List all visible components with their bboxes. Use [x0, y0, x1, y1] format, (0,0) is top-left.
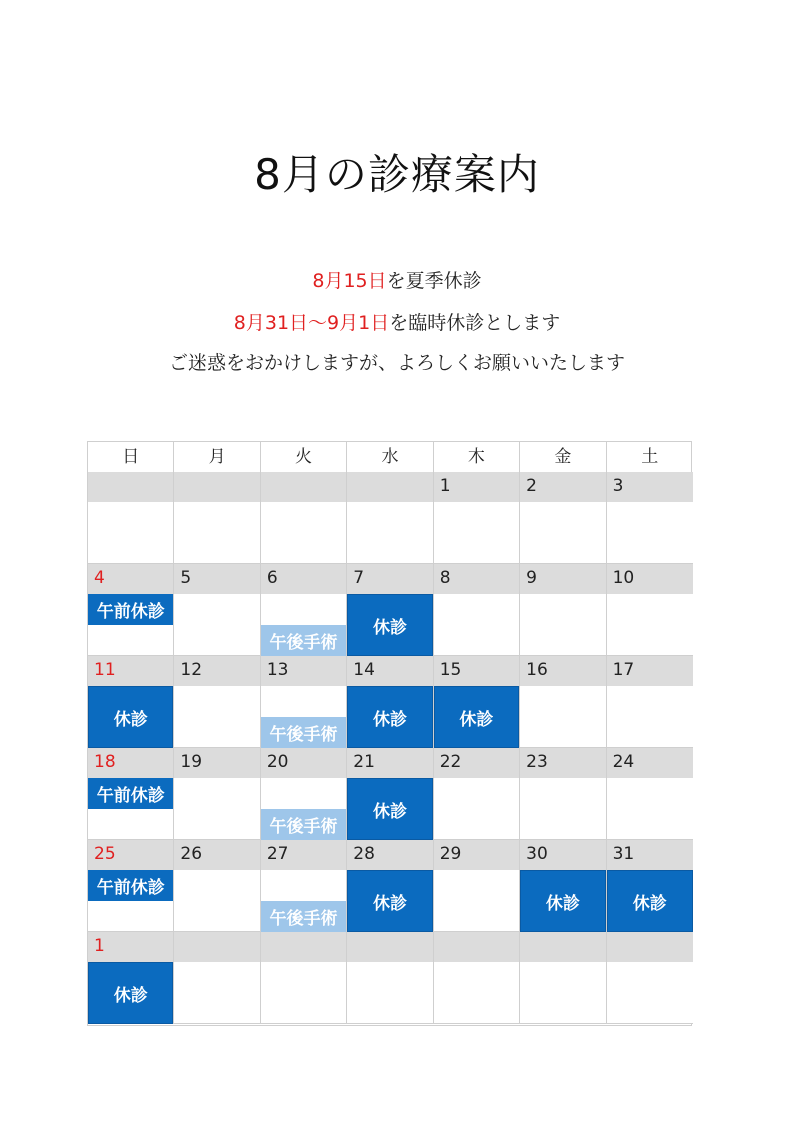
- weekday-fri: 金: [520, 442, 606, 472]
- weekday-mon: 月: [174, 442, 260, 472]
- day-number: 21: [353, 752, 375, 772]
- day-body: [607, 502, 693, 564]
- day-number: 29: [439, 844, 462, 864]
- calendar-day: [261, 840, 347, 932]
- calendar-day: [520, 932, 606, 1024]
- afternoon-surgery-badge: 午後手術: [261, 809, 346, 840]
- notice-summer-date: 8月15日: [312, 270, 387, 292]
- notice-summer-text: を夏季休診: [386, 270, 482, 292]
- calendar-week: [88, 932, 693, 1024]
- calendar-day: [607, 932, 693, 1024]
- calendar-day: [347, 840, 433, 932]
- calendar-day: [88, 748, 174, 840]
- calendar-day: [520, 748, 606, 840]
- day-body: [520, 686, 605, 748]
- notice-temporary-closure: [0, 308, 794, 335]
- day-number: 7: [353, 568, 365, 588]
- notice-apology: ご迷惑をおかけしますが、よろしくお願いいたします: [168, 352, 625, 374]
- day-number: 3: [612, 476, 624, 496]
- day-body: [520, 594, 605, 656]
- calendar-day: [88, 656, 174, 748]
- day-number: 12: [180, 660, 203, 680]
- day-body: [607, 686, 693, 748]
- closed-badge: 休診: [88, 686, 173, 748]
- day-body: [520, 778, 605, 840]
- day-body: [174, 502, 259, 564]
- calendar-day: [347, 564, 433, 656]
- calendar-day: [88, 472, 174, 564]
- calendar-day: [607, 472, 693, 564]
- day-number: 5: [180, 568, 192, 588]
- day-number: 2: [526, 476, 537, 496]
- calendar-day: [174, 472, 260, 564]
- calendar-day: [88, 932, 174, 1024]
- calendar-grid: [87, 441, 692, 1026]
- calendar-day: [434, 748, 520, 840]
- weekday-sun: 日: [88, 442, 174, 472]
- day-number: 28: [353, 844, 375, 864]
- day-number: 13: [266, 660, 289, 680]
- calendar-week: [88, 656, 693, 748]
- day-number: 24: [612, 752, 635, 772]
- page-title: 8月の診療案内: [254, 150, 540, 199]
- calendar-day: [434, 932, 520, 1024]
- day-body: [174, 686, 259, 748]
- notice-temporary-text: を臨時休診とします: [389, 312, 561, 334]
- day-body: [174, 778, 259, 840]
- calendar-day: [261, 656, 347, 748]
- morning-closed-badge: 午前休診: [88, 870, 173, 901]
- day-number: 19: [180, 752, 203, 772]
- day-body: [434, 870, 519, 932]
- calendar-day: [174, 932, 260, 1024]
- calendar-day: [261, 932, 347, 1024]
- day-body: [607, 962, 693, 1024]
- calendar-day: [520, 564, 606, 656]
- afternoon-surgery-badge: 午後手術: [261, 717, 346, 748]
- weekday-tue: 火: [261, 442, 347, 472]
- calendar-day: [347, 748, 433, 840]
- closed-badge: 休診: [347, 778, 432, 840]
- day-number: 6: [266, 568, 278, 588]
- calendar-day: [347, 656, 433, 748]
- calendar-day: [174, 656, 260, 748]
- closed-badge: 休診: [347, 594, 432, 656]
- day-body: [261, 962, 346, 1024]
- day-number: 8: [439, 568, 451, 588]
- closed-badge: 休診: [520, 870, 605, 932]
- day-number: 9: [526, 568, 537, 588]
- notice-temporary-date: 8月31日〜9月1日: [233, 312, 390, 334]
- calendar-week: [88, 472, 693, 564]
- closed-badge: 休診: [347, 870, 432, 932]
- afternoon-surgery-badge: 午後手術: [261, 625, 346, 656]
- day-number: 1: [439, 476, 451, 496]
- day-number: 10: [612, 568, 635, 588]
- day-body: [347, 962, 432, 1024]
- day-number: 30: [526, 844, 548, 864]
- day-body: [174, 962, 259, 1024]
- day-number: 11: [94, 660, 116, 680]
- day-number: 26: [180, 844, 203, 864]
- calendar-week: [88, 840, 693, 932]
- day-body: [434, 502, 519, 564]
- day-number: 15: [439, 660, 462, 680]
- day-number: 1: [94, 936, 105, 956]
- calendar-day: [607, 656, 693, 748]
- calendar-day: [434, 564, 520, 656]
- calendar-week: [88, 564, 693, 656]
- day-number: 31: [612, 844, 635, 864]
- day-body: [434, 962, 519, 1024]
- day-body: [434, 778, 519, 840]
- weekday-sat: 土: [641, 447, 659, 467]
- closed-badge: 休診: [347, 686, 432, 748]
- calendar-day: [347, 472, 433, 564]
- day-number: 17: [612, 660, 635, 680]
- calendar-day: [174, 564, 260, 656]
- calendar-day: [607, 564, 693, 656]
- day-body: [434, 594, 519, 656]
- morning-closed-badge: 午前休診: [88, 594, 173, 625]
- calendar-day: [607, 748, 693, 840]
- closed-badge: 休診: [434, 686, 519, 748]
- weekday-thu: 木: [434, 442, 520, 472]
- closed-badge: 休診: [88, 962, 173, 1024]
- day-body: [607, 778, 693, 840]
- calendar-day: [520, 840, 606, 932]
- calendar-day: [261, 564, 347, 656]
- day-number: 27: [266, 844, 289, 864]
- day-number: 25: [94, 844, 116, 864]
- day-body: [88, 502, 173, 564]
- morning-closed-badge: 午前休診: [88, 778, 173, 809]
- calendar-day: [434, 472, 520, 564]
- calendar-day: [434, 840, 520, 932]
- day-number: 4: [94, 568, 105, 588]
- calendar-day: [261, 748, 347, 840]
- day-body: [261, 502, 346, 564]
- notice-summer-closure: [0, 266, 794, 293]
- day-number: 20: [266, 752, 289, 772]
- calendar-day: [174, 840, 260, 932]
- calendar-day: [520, 472, 606, 564]
- day-number: 16: [526, 660, 548, 680]
- weekday-wed: 水: [347, 442, 433, 472]
- calendar-day: [88, 840, 174, 932]
- calendar-week: [88, 748, 693, 840]
- calendar-day: [347, 932, 433, 1024]
- calendar-day: [174, 748, 260, 840]
- day-number: 18: [94, 752, 116, 772]
- day-number: 23: [526, 752, 548, 772]
- calendar-day: [261, 472, 347, 564]
- calendar-day: [88, 564, 174, 656]
- day-body: [174, 870, 259, 932]
- day-body: [347, 502, 432, 564]
- calendar-day: [520, 656, 606, 748]
- calendar-day: [607, 840, 693, 932]
- afternoon-surgery-badge: 午後手術: [261, 901, 346, 932]
- day-number: 14: [353, 660, 375, 680]
- day-body: [607, 594, 693, 656]
- closed-badge: 休診: [607, 870, 693, 932]
- weekday-header: [88, 442, 693, 472]
- day-body: [520, 502, 605, 564]
- day-number: 22: [439, 752, 462, 772]
- day-body: [520, 962, 605, 1024]
- calendar-day: [434, 656, 520, 748]
- day-body: [174, 594, 259, 656]
